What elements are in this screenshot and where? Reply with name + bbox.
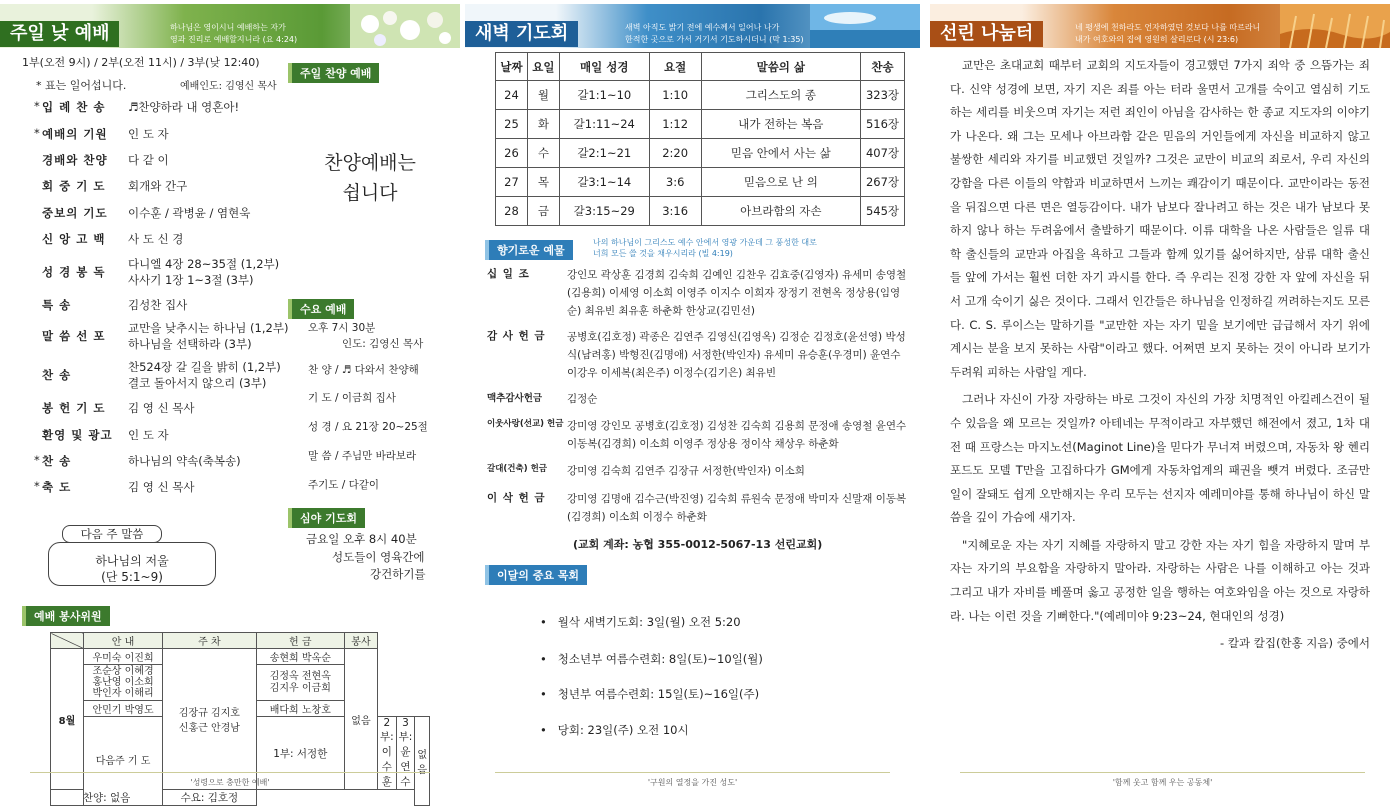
order-item: 경배와 찬양 다 같 이: [42, 153, 169, 167]
list-item: • 청년부 여름수련회: 15일(토)~16일(주): [540, 687, 760, 701]
bank-account: (교회 계좌: 농협 355-0012-5067-13 선린교회): [573, 538, 823, 551]
essay-source: - 칼과 칼집(한홍 지음) 중에서: [1220, 636, 1370, 651]
order-item: * 예배의 기원 인 도 자: [34, 126, 169, 141]
order-item: 찬 송 찬524장 갈 길을 밝히 (1,2부) 결코 돌아서지 않으리 (3부): [42, 360, 281, 390]
dawn-header: [465, 4, 920, 48]
wed-lords-prayer: 주기도 / 다같이: [308, 479, 380, 491]
order-item: 말 씀 선 포 교만을 낮추시는 하나님 (1,2부) 하나님을 선택하라 (3부): [42, 321, 289, 351]
table-row: 27 목 갈3:1~14 3:6 믿음으로 난 의 267장: [496, 168, 905, 197]
sky-image-icon: [810, 4, 920, 48]
next-sermon-ref: (단 5:1~9): [101, 570, 163, 584]
order-item: 회 중 기 도 회개와 간구: [42, 179, 188, 193]
order-item: 봉 헌 기 도 김 영 신 목사: [42, 401, 195, 415]
wed-sermon: 말 씀 / 주님만 바라보라: [308, 450, 417, 462]
p1-footer-motto: '성령으로 충만한 예배': [30, 772, 430, 788]
night-line3: 강건하기를: [370, 567, 426, 581]
duty-table: 안 내 주 차 헌 금 봉사 8월 우미숙 이진희 김장규 김지호 신홍근 안경남 송현희 박옥순 없음 조순상 이혜경 홍난영 이소희 박인자 이해리 김정옥 전현옥 김지우 이금희 안민기 박영도 배다희 노창호 다음주 기 도 1부: 서정한 2부: 이수훈 3부: 윤연수 없음 찬양: 없음 수요: 김호정: [50, 632, 430, 806]
sharing-title: 선린 나눔터: [930, 21, 1043, 47]
panel-sharing: [930, 0, 1395, 796]
night-time: 금요일 오후 8시 40분: [306, 532, 417, 546]
order-item: 성 경 봉 독 다니엘 4장 28~35절 (1,2부) 사사기 1장 1~3절 (3부): [42, 257, 280, 287]
order-item: * 축 도 김 영 신 목사: [34, 479, 195, 494]
panel-dawn-prayer: [465, 0, 920, 796]
praise-notice: 찬양예배는 쉽니다: [324, 152, 416, 204]
list-item: • 당회: 23일(주) 오전 10시: [540, 723, 689, 737]
offering-gleaning: 이 삭 헌 금 강미영 김명애 김수근(박진영) 김숙희 류원숙 문정애 박미자 신말재 이동복(김경희) 이소희 이정수 하춘화: [487, 492, 907, 523]
offering-tithe: 십 일 조 강인모 곽상훈 김경희 김숙희 김예인 김찬우 김효중(김영자) 유세미 송영철(김용희) 이세영 이소희 이영주 이지수 이희자 장정기 전현옥 정상용(임영순) 최유빈 최유훈 하춘화 한상교(김민선): [487, 268, 907, 317]
essay-paragraph: 그러나 자신이 가장 자랑하는 바로 그것이 자신의 가장 치명적인 아킬레스건이 될 수 있음을 왜 모르는 것일까? 아테네는 무적이라고 자부했던 해전에서 졌고, 1차 대전 때 프랑스는 마지노선(Maginot Line)을 믿다가 무너져 버렸으며, 자동차 왕 헨리 포드도 모델 T만을 고집하다가 GM에게 자동차업계의 패권을 뺏겨 버렸다. 조금만 일이 잘돼도 쉽게 오만해지는 우리 모두는 선지자 예레미야를 통해 하나님이 하신 말씀을 깊이 가슴에 새기자.: [950, 392, 1370, 525]
order-item: * 입 례 찬 송 ♬찬양하라 내 영혼아!: [34, 99, 240, 114]
dawn-title: 새벽 기도회: [465, 21, 578, 47]
panel-sunday-worship: [0, 0, 460, 804]
list-item: • 월삭 새벽기도회: 3일(월) 오전 5:20: [540, 615, 741, 629]
order-item: 특 송 김성찬 집사: [42, 298, 188, 312]
offering-harvest: 맥추감사헌금 김정순: [487, 393, 598, 405]
order-item: 중보의 기도 이수훈 / 곽병윤 / 염현욱: [42, 206, 251, 220]
list-item: • 청소년부 여름수련회: 8일(토)~10일(월): [540, 652, 763, 666]
p2-footer-motto: '구원의 열정을 가진 성도': [495, 772, 890, 788]
offering-tag: 향기로운 예물: [485, 240, 573, 260]
order-item: 환영 및 광고 인 도 자: [42, 428, 169, 442]
sharing-header: [930, 4, 1390, 48]
next-week-label: 다음 주 말씀: [62, 525, 162, 543]
wednesday-worship-tag: 수요 예배: [288, 299, 354, 319]
p3-footer-motto: '함께 웃고 함께 우는 공동체': [960, 772, 1365, 788]
standing-note: * 표는 일어섭니다.: [36, 79, 127, 92]
offering-verse: 나의 하나님이 그리스도 예수 안에서 영광 가운데 그 풍성한 대로 너희 모든 쓸 것을 채우시리라 (빌 4:19): [593, 238, 817, 258]
sharing-header-verse: 네 평생에 천하라도 언자하였던 것보다 나를 따르라니 내가 여호와의 집에 영원히 살리로다 (시 23:6): [1075, 23, 1261, 44]
offering-mission: 이웃사랑(선교) 헌금 강미영 강인모 공병호(김호정) 김성찬 김숙희 김용희 문정애 송영철 윤연수 이동복(김경희) 이소희 이영주 정상용 정이삭 채상우 하춘화: [487, 419, 907, 450]
wed-leader: 인도: 김영신 목사: [342, 338, 424, 350]
next-week-sermon: [48, 542, 216, 586]
dawn-header-verse: 새벽 아직도 밝기 전에 예수께서 일어나 나가 한적한 곳으로 가서 거기서 기도하시더니 (막 1:35): [625, 23, 804, 44]
sunday-header-verse: 하나님은 영이시니 예배하는 자가 영과 진리로 예배할지니라 (요 4:24): [170, 23, 298, 44]
table-row: 26 수 갈2:1~21 2:20 믿음 안에서 사는 삶 407장: [496, 139, 905, 168]
essay-paragraph: 교만은 초대교회 때부터 교회의 지도자들이 경고했던 7가지 죄악 중 으뜸가는 죄다. 신약 성경에 보면, 자기 지은 죄를 아는 터라 울면서 고개를 숙이고 열심히 기도하는 세리를 비웃으며 자기는 저런 죄인이 아님을 감사하는 한 종교 지도자의 이야기가 나온다. 왜 그는 모세나 아브라함 같은 믿음의 거인들에게 자신을 비교하지 않고 불쌍한 세리와 자기를 비교했던 것일까? 그것은 교만이 비교의 죄로서, 우리 자신의 강함을 다른 이들의 약함과 비교하면서 느끼는 쾌감이기 때문이다. 교만이라는 동전을 뒤집으면 다른 면은 열등감이다. 내가 남보다 잘나려고 하는 것은 내가 남보다 못하지 않나 하는 두려움에서 출발하기 때문이다. 이류 대학을 나온 사람들은 일류 대학 출신들의 교만과 아집을 욕하고 그들과 함께 있기를 싫어하지만, 삼류 대학 출신들 앞에 가서는 훨씬 더한 자기 과시를 한다. 즉 우리는 진정 강한 자 앞에 자신을 뒤서 고개 숙이기 싫은 것이다. 그래서 인간들은 하나님을 인정하길 꺼려하는지도 모른다. C. S. 루이스는 말하기를 "교만한 자는 자기 밑을 보기에만 급급해서 자기 위에 계시는 분을 보지 못하는 사람"이라고 했다. 어쩌면 보지 못하는 것이 아니라 보기가 두려워 피하는 사람일 게다.: [950, 58, 1370, 379]
next-sermon-title: 하나님의 저울: [95, 554, 169, 568]
blossom-image-icon: [350, 4, 460, 48]
wed-prayer: 기 도 / 이금희 집사: [308, 392, 396, 404]
service-times: 1부(오전 9시) / 2부(오전 11시) / 3부(낮 12:40): [22, 56, 260, 69]
wed-hymn: 찬 양 / ♬ 다와서 찬양해: [308, 364, 419, 376]
order-item: 신 앙 고 백 사 도 신 경: [42, 232, 184, 246]
worship-leader: 예배인도: 김영신 목사: [180, 81, 277, 92]
table-row: 25 화 갈1:11~24 1:12 내가 전하는 복음 516장: [496, 110, 905, 139]
table-row: 24 월 갈1:1~10 1:10 그리스도의 종 323장: [496, 81, 905, 110]
wed-scripture: 성 경 / 요 21장 20~25절: [308, 421, 428, 433]
essay-paragraph: "지혜로운 자는 자기 지혜를 자랑하지 말고 강한 자는 자기 힘을 자랑하지 말며 부자는 자기의 부요함을 자랑하지 말아라. 자랑하는 사람은 나를 이해하고 아는 것과 그리고 내가 자비를 베풀며 옳고 공정한 일을 행하는 여호와임을 아는 것으로 자랑하라. 나는 이런 것을 기뻐한다."(예레미야 9:23~24, 현대인의 성경): [950, 537, 1370, 623]
table-row: 28 금 갈3:15~29 3:16 아브라함의 자손 545장: [496, 197, 905, 226]
wheat-image-icon: [1280, 4, 1390, 48]
night-line2: 성도들이 영육간에: [332, 550, 425, 564]
sunday-header: [0, 4, 460, 48]
night-prayer-tag: 심야 기도회: [288, 508, 365, 528]
order-item: * 찬 송 하나님의 약속(축복송): [34, 453, 241, 468]
sunday-title: 주일 낮 예배: [0, 21, 119, 47]
events-tag: 이달의 중요 목회: [485, 565, 587, 585]
dawn-schedule-table: 날짜 요일 매일 성경 요절 말씀의 삶 찬송 24 월 갈1:1~10 1:10 그리스도의 종 323장 25 화 갈1:11~24 1:12 내가 전하는 복음 516장 26 수 갈2:1~21 2:20 믿음 안에서 사는 삶 407장 27 목 갈3:1~14 3:6 믿음으로 난 의 267장 28 금 갈3:15~29 3:16 아브라함의 자손 545장: [495, 52, 905, 226]
offering-building: 갈대(건축) 헌금 강미영 김숙희 김연주 김장규 서정한(박인자) 이소희: [487, 464, 805, 477]
essay-body: [950, 54, 1370, 660]
offering-thanks: 감 사 헌 금 공병호(김호정) 곽종은 김연주 김영신(김영옥) 김정순 김정호(윤선영) 박성식(남려홍) 박형진(김명애) 서정한(박인자) 유세미 유승훈(우경미) 윤연수 이강우 이세복(최은주) 이정수(김기은) 최유빈: [487, 330, 906, 379]
wed-time: 오후 7시 30분: [308, 322, 376, 334]
duty-tag: 예배 봉사위원: [22, 606, 110, 626]
praise-worship-tag: 주일 찬양 예배: [288, 63, 379, 83]
